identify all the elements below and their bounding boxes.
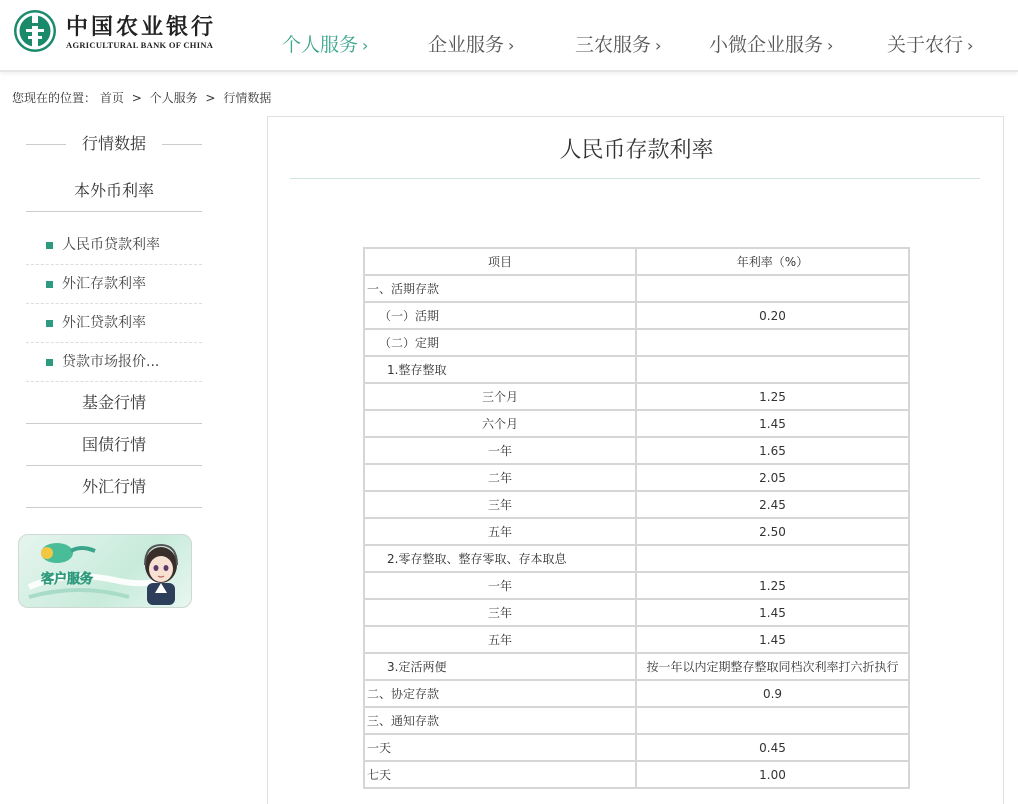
cell-item: 三、通知存款: [364, 707, 636, 734]
table-row: [364, 329, 909, 356]
nav-about-abc[interactable]: 关于农行 ›: [887, 34, 974, 56]
banner-text: 客户服务: [41, 572, 94, 587]
table-row: [364, 734, 909, 761]
table-row: [364, 518, 909, 545]
nav-personal-services[interactable]: 个人服务 ›: [282, 34, 369, 56]
breadcrumb-prefix: 您现在的位置：: [12, 91, 97, 105]
cell-item: 一年: [364, 572, 636, 599]
breadcrumb-separator: >: [131, 91, 142, 105]
table-row: [364, 626, 909, 653]
table-row: [364, 653, 909, 680]
table-row: [364, 572, 909, 599]
column-header-item: 项目: [364, 248, 636, 275]
breadcrumb: [12, 89, 271, 106]
cell-annual-rate: 2.45: [636, 491, 909, 518]
sidebar-submenu: [26, 212, 202, 382]
cell-item: 2.零存整取、整存零取、存本取息: [364, 545, 636, 572]
cell-item: 二、协定存款: [364, 680, 636, 707]
chevron-right-icon: ›: [827, 36, 834, 55]
table-row: [364, 356, 909, 383]
cell-annual-rate: [636, 356, 909, 383]
title-divider-right: [162, 144, 202, 145]
cell-item: 五年: [364, 518, 636, 545]
sidebar-subitem-lpr[interactable]: 贷款市场报价...: [26, 343, 202, 382]
rmb-deposit-rate-table: [363, 247, 910, 789]
square-bullet-icon: [46, 242, 53, 249]
table-row: [364, 491, 909, 518]
sidebar: [26, 118, 202, 508]
cell-annual-rate: 1.45: [636, 626, 909, 653]
sidebar-item-bond-quotes[interactable]: 国债行情: [26, 424, 202, 466]
cell-annual-rate: 0.20: [636, 302, 909, 329]
cell-annual-rate: 0.45: [636, 734, 909, 761]
square-bullet-icon: [46, 320, 53, 327]
content-panel: [267, 116, 1004, 804]
cell-item: 一、活期存款: [364, 275, 636, 302]
table-row: [364, 707, 909, 734]
sidebar-title: 行情数据: [26, 118, 202, 170]
breadcrumb-separator: >: [205, 91, 216, 105]
table-header-row: [364, 248, 909, 275]
chevron-right-icon: ›: [362, 36, 369, 55]
bank-logo[interactable]: [14, 10, 234, 54]
table-row: [364, 302, 909, 329]
table-row: [364, 761, 909, 788]
cell-item: 六个月: [364, 410, 636, 437]
cell-item: 一年: [364, 437, 636, 464]
cell-item: 二年: [364, 464, 636, 491]
customer-service-illustration: [19, 535, 192, 608]
cell-annual-rate: 2.50: [636, 518, 909, 545]
square-bullet-icon: [46, 359, 53, 366]
sidebar-item-fund-quotes[interactable]: 基金行情: [26, 382, 202, 424]
table-row: [364, 275, 909, 302]
page-title: 人民币存款利率: [559, 138, 714, 163]
cell-item: 七天: [364, 761, 636, 788]
cell-item: 五年: [364, 626, 636, 653]
title-divider-left: [26, 144, 66, 145]
agent-avatar-icon: [145, 545, 177, 605]
breadcrumb-personal-services[interactable]: 个人服务: [149, 91, 198, 105]
breadcrumb-market-data[interactable]: 行情数据: [223, 91, 272, 105]
chevron-right-icon: ›: [508, 36, 515, 55]
sidebar-subitem-rmb-loan-rates[interactable]: 人民币贷款利率: [26, 226, 202, 265]
cell-annual-rate: 1.65: [636, 437, 909, 464]
abc-coin-logo-icon: [14, 10, 56, 52]
customer-service-banner[interactable]: [18, 534, 192, 608]
bank-name-en: AGRICULTURAL BANK OF CHINA: [66, 40, 214, 50]
sidebar-subitem-fx-deposit-rates[interactable]: 外汇存款利率: [26, 265, 202, 304]
chevron-right-icon: ›: [655, 36, 662, 55]
cell-annual-rate: [636, 707, 909, 734]
sidebar-item-fx-quotes[interactable]: 外汇行情: [26, 466, 202, 508]
title-divider: [290, 178, 980, 179]
table-row: [364, 410, 909, 437]
cell-item: （二）定期: [364, 329, 636, 356]
cell-annual-rate: 1.45: [636, 410, 909, 437]
cell-annual-rate: 按一年以内定期整存整取同档次利率打六折执行: [636, 653, 909, 680]
cell-annual-rate: 0.9: [636, 680, 909, 707]
sidebar-subitem-fx-loan-rates[interactable]: 外汇贷款利率: [26, 304, 202, 343]
cell-item: 三个月: [364, 383, 636, 410]
nav-small-business-services[interactable]: 小微企业服务 ›: [709, 34, 834, 56]
table-row: [364, 383, 909, 410]
cell-item: 1.整存整取: [364, 356, 636, 383]
bank-name-cn: 中国农业银行: [66, 14, 217, 40]
cell-annual-rate: [636, 545, 909, 572]
cell-annual-rate: 1.25: [636, 383, 909, 410]
cell-annual-rate: [636, 329, 909, 356]
table-row: [364, 464, 909, 491]
cell-annual-rate: 1.00: [636, 761, 909, 788]
table-row: [364, 680, 909, 707]
table-body: [364, 275, 909, 788]
nav-agri-services[interactable]: 三农服务 ›: [575, 34, 662, 56]
cell-annual-rate: 1.25: [636, 572, 909, 599]
square-bullet-icon: [46, 281, 53, 288]
cell-item: 3.定活两便: [364, 653, 636, 680]
cell-item: （一）活期: [364, 302, 636, 329]
chevron-right-icon: ›: [967, 36, 974, 55]
cell-annual-rate: [636, 275, 909, 302]
cell-annual-rate: 1.45: [636, 599, 909, 626]
breadcrumb-home[interactable]: 首页: [99, 91, 124, 105]
nav-corporate-services[interactable]: 企业服务 ›: [428, 34, 515, 56]
column-header-annual-rate: 年利率（%）: [636, 248, 909, 275]
cell-item: 三年: [364, 491, 636, 518]
table-row: [364, 437, 909, 464]
site-header: [0, 0, 1018, 72]
cell-item: 一天: [364, 734, 636, 761]
table-row: [364, 545, 909, 572]
sidebar-item-interest-rates[interactable]: 本外币利率: [26, 170, 202, 212]
cell-item: 三年: [364, 599, 636, 626]
cell-annual-rate: 2.05: [636, 464, 909, 491]
table-row: [364, 599, 909, 626]
